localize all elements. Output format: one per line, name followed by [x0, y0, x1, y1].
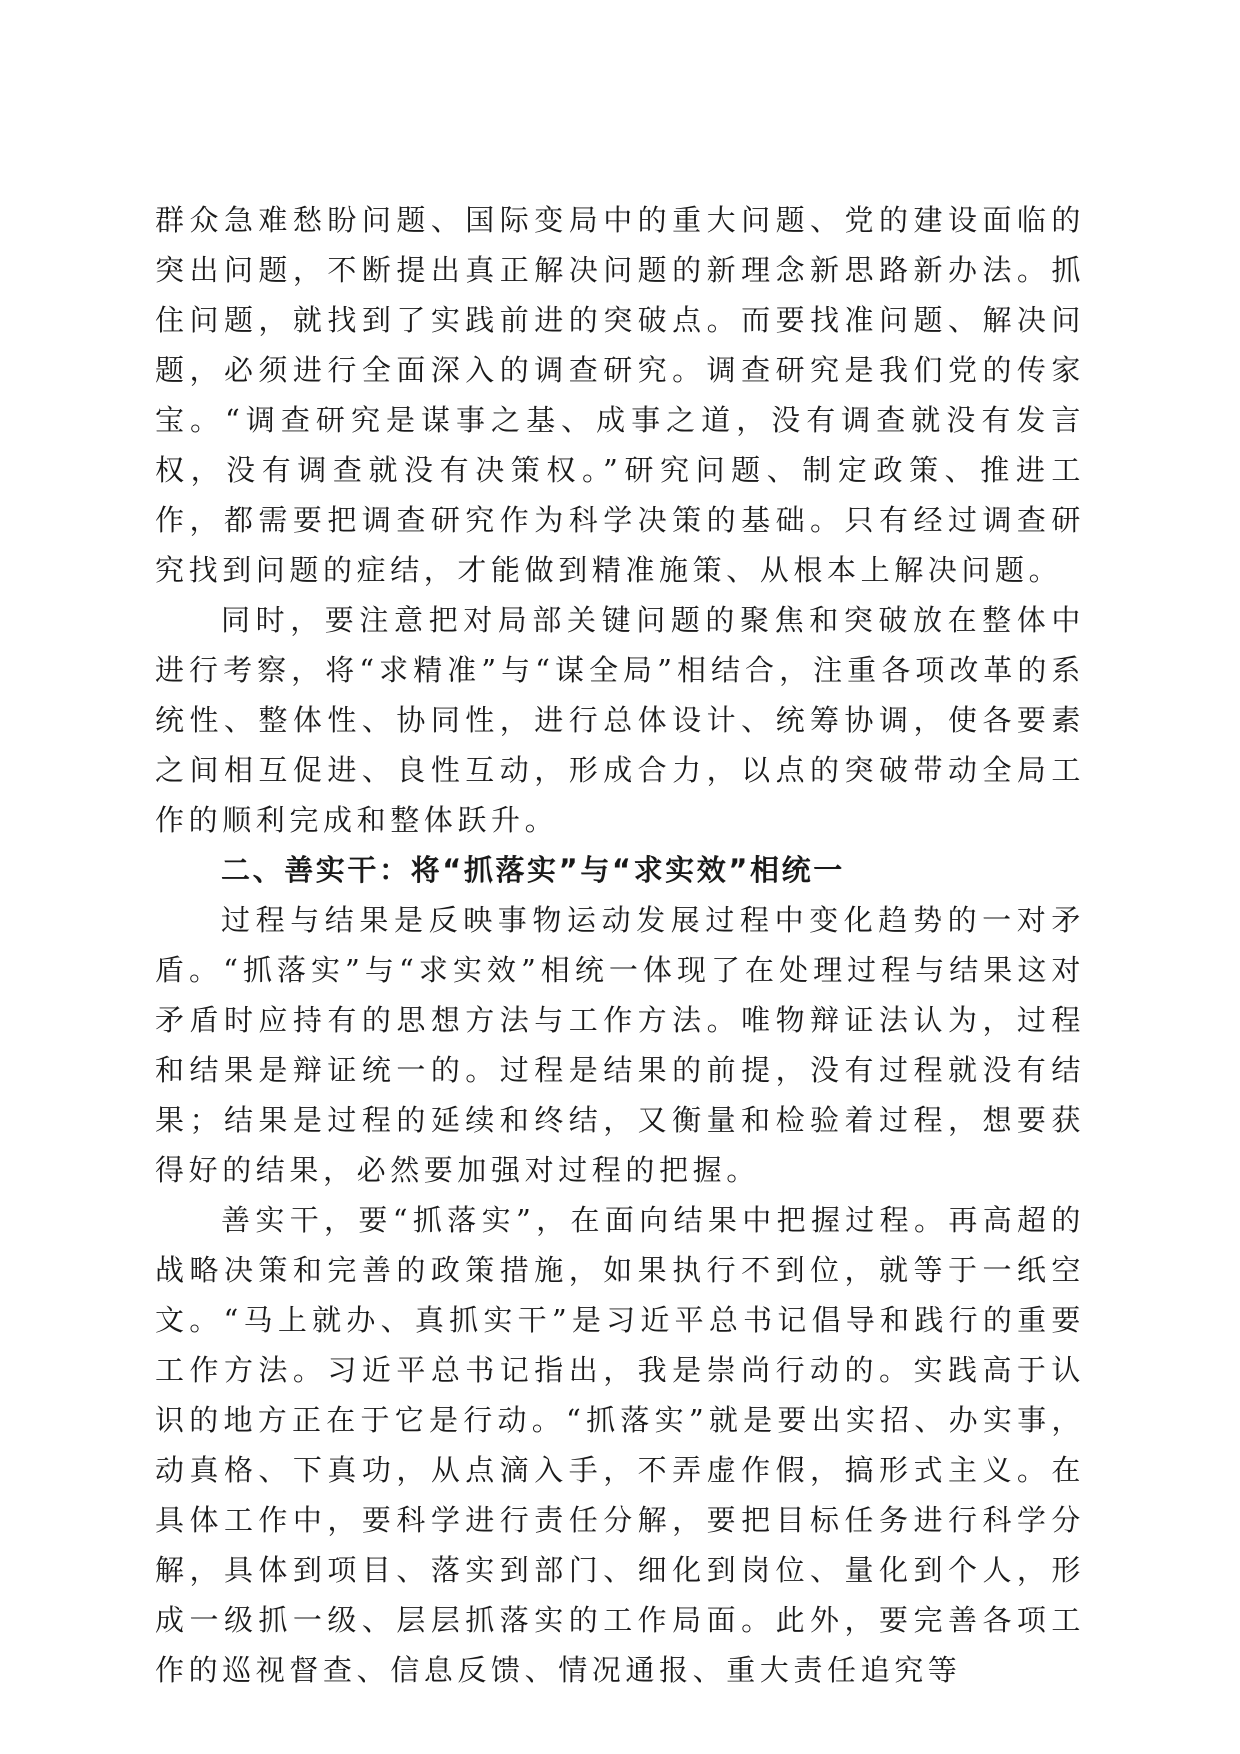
paragraph-implementation: 善实干，要“抓落实”，在面向结果中把握过程。再高超的战略决策和完善的政策措施，如果执行不到位，就等于一纸空文。“马上就办、真抓实干”是习近平总书记倡导和践行的重要工作方法。习近平总书记指出，我是崇尚行动的。实践高于认识的地方正在于它是行动。“抓落实”就是要出实招、办实事，动真格、下真功，从点滴入手，不弄虚作假，搞形式主义。在具体工作中，要科学进行责任分解，要把目标任务进行科学分解，具体到项目、落实到部门、细化到岗位、量化到个人，形成一级抓一级、层层抓落实的工作局面。此外，要完善各项工作的巡视督查、信息反馈、情况通报、重大责任追究等	[155, 1203, 1085, 1687]
paragraph-process-result: 过程与结果是反映事物运动发展过程中变化趋势的一对矛盾。“抓落实”与“求实效”相统一体现了在处理过程与结果这对矛盾时应持有的思想方法与工作方法。唯物辩证法认为，过程和结果是辩证统一的。过程是结果的前提，没有过程就没有结果；结果是过程的延续和终结，又衡量和检验着过程，想要获得好的结果，必然要加强对过程的把握。	[155, 903, 1085, 1187]
section-heading: 二、善实干：将“抓落实”与“求实效”相统一	[221, 853, 845, 887]
paragraph-global-view: 同时，要注意把对局部关键问题的聚焦和突破放在整体中进行考察，将“求精准”与“谋全局”相结合，注重各项改革的系统性、整体性、协同性，进行总体设计、统筹协调，使各要素之间相互促进、良性互动，形成合力，以点的突破带动全局工作的顺利完成和整体跃升。	[155, 603, 1085, 837]
paragraph-continued: 群众急难愁盼问题、国际变局中的重大问题、党的建设面临的突出问题，不断提出真正解决问题的新理念新思路新办法。抓住问题，就找到了实践前进的突破点。而要找准问题、解决问题，必须进行全面深入的调查研究。调查研究是我们党的传家宝。“调查研究是谋事之基、成事之道，没有调查就没有发言权，没有调查就没有决策权。”研究问题、制定政策、推进工作，都需要把调查研究作为科学决策的基础。只有经过调查研究找到问题的症结，才能做到精准施策、从根本上解决问题。	[155, 203, 1085, 587]
document-page	[155, 195, 1085, 1695]
